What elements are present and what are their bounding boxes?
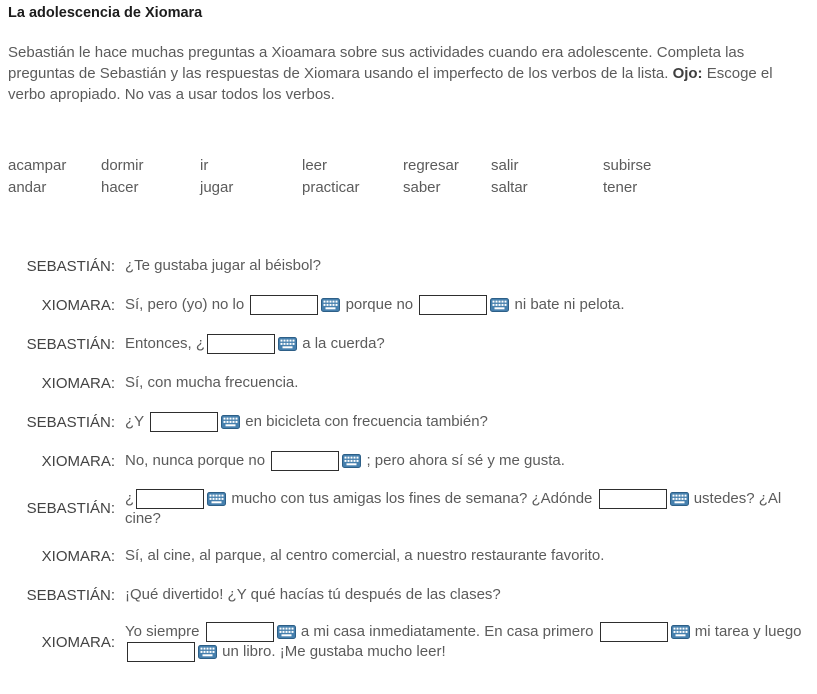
verb-option: leer	[302, 157, 328, 174]
speaker-label: XIOMARA:	[41, 453, 115, 470]
dialogue-row	[8, 583, 810, 607]
speaker-label: SEBASTIÁN:	[26, 414, 115, 431]
verb-option: andar	[8, 178, 47, 196]
dialogue-text: Yo siempre	[125, 623, 204, 640]
verb-option: saltar	[491, 178, 528, 196]
keyboard-icon[interactable]	[321, 298, 340, 312]
dialogue-text: a mi casa inmediatamente. En casa primero	[296, 623, 598, 640]
speaker-label: XIOMARA:	[41, 633, 115, 651]
keyboard-icon[interactable]	[490, 298, 509, 312]
dialogue-content	[125, 295, 810, 315]
dialogue-text: ; pero ahora sí sé y me gusta.	[362, 452, 565, 470]
answer-blank	[597, 490, 690, 507]
verb-option: salir	[491, 157, 519, 174]
answer-input[interactable]	[150, 412, 218, 432]
word-bank-column	[603, 155, 651, 199]
dialogue-line	[125, 373, 810, 393]
dialogue-text: ustedes? ¿Al cine?	[125, 489, 782, 527]
word-bank-column	[403, 155, 491, 199]
dialogue-text: ¡Qué divertido! ¿Y qué hacías tú después de las clases?	[125, 585, 501, 603]
dialogue-line	[125, 642, 810, 662]
verb-option: subirse	[603, 157, 652, 174]
dialogue-content	[125, 256, 810, 276]
dialogue-content	[125, 412, 810, 432]
answer-blank	[205, 335, 298, 352]
answer-blank	[269, 452, 362, 469]
answer-blank	[204, 623, 297, 640]
word-bank-column	[491, 155, 603, 199]
verb-option: practicar	[302, 178, 360, 196]
word-bank-column	[101, 155, 200, 199]
instructions	[8, 42, 810, 105]
answer-input[interactable]	[599, 489, 667, 509]
answer-input[interactable]	[207, 334, 275, 354]
dialogue-text: Entonces, ¿	[125, 335, 206, 353]
dialogue-row	[8, 333, 810, 357]
dialogue-line	[125, 489, 810, 530]
dialogue-content	[125, 585, 810, 605]
dialogue-content	[125, 546, 810, 566]
speaker-label: XIOMARA:	[41, 297, 115, 314]
dialogue-line	[125, 451, 810, 471]
keyboard-icon[interactable]	[670, 492, 689, 506]
keyboard-icon[interactable]	[221, 415, 240, 429]
answer-input[interactable]	[136, 489, 204, 509]
dialogue	[8, 255, 810, 663]
answer-input[interactable]	[127, 642, 195, 662]
word-bank-column	[302, 155, 403, 199]
dialogue-text: a la cuerda?	[298, 335, 385, 353]
verb-option: jugar	[200, 178, 234, 196]
speaker-label: SEBASTIÁN:	[26, 258, 115, 275]
dialogue-text: Sí, con mucha frecuencia.	[125, 374, 299, 392]
keyboard-icon[interactable]	[342, 454, 361, 468]
dialogue-text: No, nunca porque no	[125, 452, 270, 470]
answer-input[interactable]	[271, 451, 339, 471]
dialogue-line	[125, 585, 810, 605]
speaker-label: XIOMARA:	[41, 547, 115, 565]
instructions-text-2: Escoge el verbo apropiado. No vas a usar todos los verbos.	[8, 65, 773, 103]
word-bank-column	[8, 155, 101, 199]
dialogue-text: mi tarea y luego	[690, 623, 802, 640]
verb-option: regresar	[403, 157, 459, 174]
dialogue-row	[8, 294, 810, 318]
dialogue-row	[8, 450, 810, 474]
keyboard-icon[interactable]	[671, 625, 690, 639]
verb-option: dormir	[101, 157, 144, 174]
dialogue-text: Sí, pero (yo) no lo	[125, 296, 249, 314]
answer-blank	[134, 490, 227, 507]
dialogue-text: mucho con tus amigas los fines de semana? ¿Adónde	[227, 489, 597, 507]
dialogue-text: Sí, al cine, al parque, al centro comercial, a nuestro restaurante favorito.	[125, 546, 605, 564]
keyboard-icon[interactable]	[278, 337, 297, 351]
dialogue-text: ni bate ni pelota.	[510, 296, 625, 314]
dialogue-text: ¿Y	[125, 413, 149, 431]
speaker-label: SEBASTIÁN:	[26, 336, 115, 353]
instructions-ojo: Ojo:	[672, 65, 703, 82]
keyboard-icon[interactable]	[277, 625, 296, 639]
dialogue-text: ¿	[125, 489, 135, 507]
verb-option: acampar	[8, 157, 67, 174]
speaker-label: SEBASTIÁN:	[26, 500, 115, 518]
dialogue-line	[125, 334, 810, 354]
dialogue-line	[125, 412, 810, 432]
dialogue-content	[125, 373, 810, 393]
dialogue-content	[125, 489, 810, 530]
answer-blank	[248, 296, 341, 313]
answer-blank	[148, 413, 241, 430]
dialogue-text: un libro. ¡Me gustaba mucho leer!	[218, 643, 446, 661]
exercise-title: La adolescencia de Xiomara	[8, 5, 203, 21]
dialogue-row	[8, 372, 810, 396]
word-bank-column	[200, 155, 302, 199]
verb-option: tener	[603, 178, 638, 196]
dialogue-line	[125, 622, 810, 642]
dialogue-line	[125, 546, 810, 566]
dialogue-row	[8, 622, 810, 663]
verb-option: hacer	[101, 178, 139, 196]
dialogue-text: porque no	[341, 296, 418, 314]
dialogue-content	[125, 451, 810, 471]
keyboard-icon[interactable]	[207, 492, 226, 506]
verb-option: ir	[200, 157, 209, 174]
answer-input[interactable]	[206, 622, 274, 642]
dialogue-text: ¿Te gustaba jugar al béisbol?	[125, 257, 321, 275]
verb-option: saber	[403, 178, 441, 196]
dialogue-row	[8, 411, 810, 435]
keyboard-icon[interactable]	[198, 645, 217, 659]
answer-input[interactable]	[419, 295, 487, 315]
answer-input[interactable]	[250, 295, 318, 315]
dialogue-content	[125, 622, 810, 663]
dialogue-row	[8, 544, 810, 568]
answer-blank	[417, 296, 510, 313]
dialogue-text: en bicicleta con frecuencia también?	[241, 413, 488, 431]
answer-input[interactable]	[600, 622, 668, 642]
dialogue-content	[125, 334, 810, 354]
dialogue-line	[125, 256, 810, 276]
instructions-text-1: Sebastián le hace muchas preguntas a Xioamara sobre sus actividades cuando era adolescente. Completa las preguntas de Sebastián y las respuestas de Xiomara usando el imperfecto de los verbos de la lista.	[8, 44, 745, 82]
dialogue-row	[8, 489, 810, 530]
speaker-label: SEBASTIÁN:	[26, 586, 115, 604]
dialogue-row	[8, 255, 810, 279]
word-bank	[8, 155, 810, 199]
speaker-label: XIOMARA:	[41, 375, 115, 392]
answer-blank	[598, 623, 691, 640]
dialogue-line	[125, 295, 810, 315]
